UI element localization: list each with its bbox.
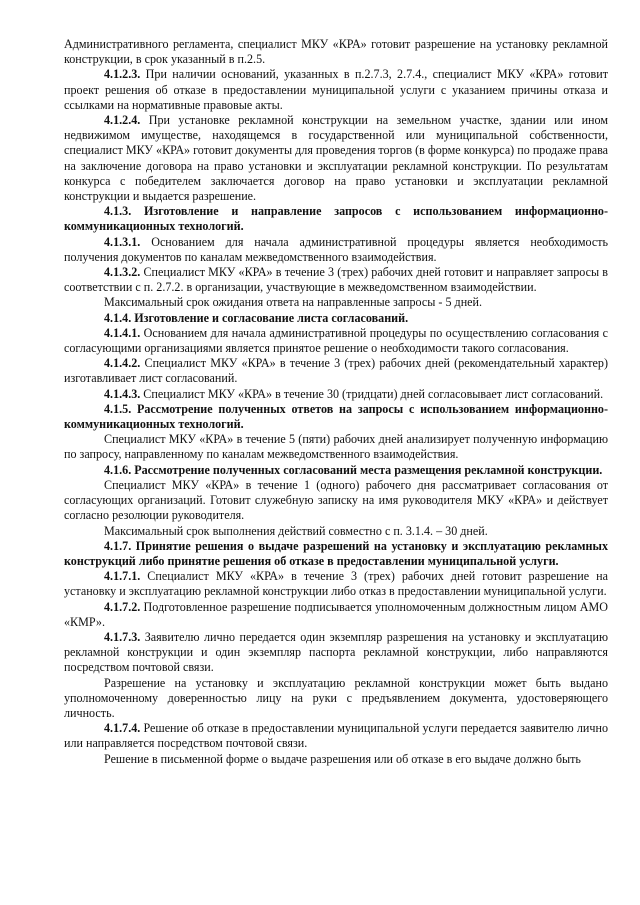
paragraph (64, 569, 608, 599)
paragraph-text: Специалист МКУ «КРА» в течение 3 (трех) рабочих дней готовит и направляет запросы в соответствии с п. 2.7.2. в организации, участвующие в межведомственном взаимодействии. (64, 265, 608, 295)
section-number: 4.1.7. (104, 538, 132, 553)
paragraph-text: Специалист МКУ «КРА» в течение 3 (трех) рабочих дней готовит разрешение на установку и эксплуатацию рекламной конструкции либо отказ в предоставлении муниципальной услуги. (64, 569, 608, 599)
section-number: 4.1.3. (104, 204, 132, 219)
section-heading (64, 539, 608, 569)
section-heading (64, 311, 608, 326)
section-heading (64, 204, 608, 234)
section-number: 4.1.2.3. (104, 67, 141, 82)
section-heading (64, 463, 608, 478)
section-number: 4.1.3.2. (104, 265, 141, 280)
paragraph-text: Максимальный срок ожидания ответа на направленные запросы - 5 дней. (104, 295, 483, 310)
paragraph-text: Административного регламента, специалист МКУ «КРА» готовит разрешение на установку рекламной конструкции, в срок указанный в п.2.5. (64, 37, 608, 67)
paragraph-text: Максимальный срок выполнения действий совместно с п. 3.1.4. – 30 дней. (104, 523, 488, 538)
section-number: 4.1.5. (104, 401, 132, 416)
paragraph (64, 37, 608, 67)
paragraph-text: Разрешение на установку и эксплуатацию рекламной конструкции может быть выдано уполномоченному доверенностью лицу на руки с предъявлением документа, удостоверяющего личность. (64, 675, 608, 720)
section-number: 4.1.4.3. (104, 386, 141, 401)
paragraph (64, 356, 608, 386)
paragraph (64, 235, 608, 265)
section-number: 4.1.4.1. (104, 325, 141, 340)
section-number: 4.1.7.3. (104, 629, 141, 644)
paragraph-text: Специалист МКУ «КРА» в течение 3 (трех) рабочих дней (рекомендательный характер) изготавливает лист согласований. (64, 356, 608, 386)
paragraph-text: Рассмотрение полученных согласований места размещения рекламной конструкции. (131, 462, 603, 477)
section-number: 4.1.7.1. (104, 569, 141, 584)
paragraph-text: При установке рекламной конструкции на земельном участке, здании или ином недвижимом имуществе, находящемся в государственной или муниципальной собственности, специалист МКУ «КРА» готовит документы для проведения торгов (в форме конкурса) по продаже права на заключение договора на право установки и эксплуатации рекламной конструкции. По результатам конкурса с победителем заключается договор на право установки и эксплуатации рекламной конструкции и выдается разрешение. (64, 113, 608, 204)
paragraph (64, 721, 608, 751)
section-number: 4.1.6. (104, 462, 132, 477)
paragraph (64, 295, 608, 310)
paragraph (64, 265, 608, 295)
paragraph-text: Рассмотрение полученных ответов на запросы с использованием информационно-коммуникационных технологий. (64, 401, 608, 432)
paragraph-text: Изготовление и направление запросов с использованием информационно-коммуникационных технологий. (64, 204, 608, 234)
paragraph-text: Принятие решения о выдаче разрешений на установку и эксплуатацию рекламных конструкций либо принятие решения об отказе в предоставлении муниципальной услуги. (64, 538, 608, 568)
paragraph-text: Подготовленное разрешение подписывается уполномоченным должностным лицом АМО «КМР». (64, 599, 608, 629)
paragraph (64, 326, 608, 356)
paragraph (64, 752, 608, 767)
document-page (64, 37, 608, 767)
paragraph (64, 432, 608, 462)
section-number: 4.1.4. (104, 310, 132, 325)
paragraph (64, 478, 608, 524)
paragraph (64, 67, 608, 113)
section-number: 4.1.7.4. (104, 721, 141, 736)
section-heading (64, 402, 608, 432)
section-number: 4.1.4.2. (104, 356, 141, 371)
paragraph-text: Решение в письменной форме о выдаче разрешения или об отказе в его выдаче должно быть (104, 751, 581, 766)
paragraph (64, 630, 608, 676)
paragraph-text: Решение об отказе в предоставлении муниципальной услуги передается заявителю лично или направляется посредством почтовой связи. (64, 721, 608, 751)
paragraph-text: Специалист МКУ «КРА» в течение 30 (тридцати) дней согласовывает лист согласований. (140, 386, 604, 401)
paragraph (64, 676, 608, 722)
paragraph-text: Изготовление и согласование листа согласований. (131, 310, 409, 325)
paragraph (64, 387, 608, 402)
paragraph (64, 524, 608, 539)
section-number: 4.1.3.1. (104, 234, 141, 249)
section-number: 4.1.2.4. (104, 113, 141, 128)
paragraph-text: При наличии оснований, указанных в п.2.7.3, 2.7.4., специалист МКУ «КРА» готовит проект решения об отказе в предоставлении муниципальной услуги с указанием причины отказа и ссылками на нормативные правовые акты. (64, 67, 608, 112)
paragraph-text: Специалист МКУ «КРА» в течение 5 (пяти) рабочих дней анализирует полученную информацию по запросу, направленному по каналам межведомственного взаимодействия. (64, 432, 608, 462)
paragraph (64, 113, 608, 204)
paragraph-text: Основанием для начала административной процедуры по осуществлению согласования с согласующими организациями является принятое решение о необходимости такого согласования. (64, 325, 608, 356)
paragraph-text: Основанием для начала административной процедуры является необходимость получения документов по каналам межведомственного взаимодействия. (64, 234, 608, 264)
paragraph (64, 600, 608, 630)
section-number: 4.1.7.2. (104, 599, 141, 614)
paragraph-text: Заявителю лично передается один экземпляр разрешения на установку и эксплуатацию рекламной конструкции и один экземпляр паспорта рекламной конструкции, либо направляются посредством почтовой связи. (64, 629, 608, 675)
paragraph-text: Специалист МКУ «КРА» в течение 1 (одного) рабочего дня рассматривает согласования от согласующих организаций. Готовит служебную записку на имя руководителя МКУ «КРА» и действует согласно резолюции руководителя. (64, 477, 608, 523)
